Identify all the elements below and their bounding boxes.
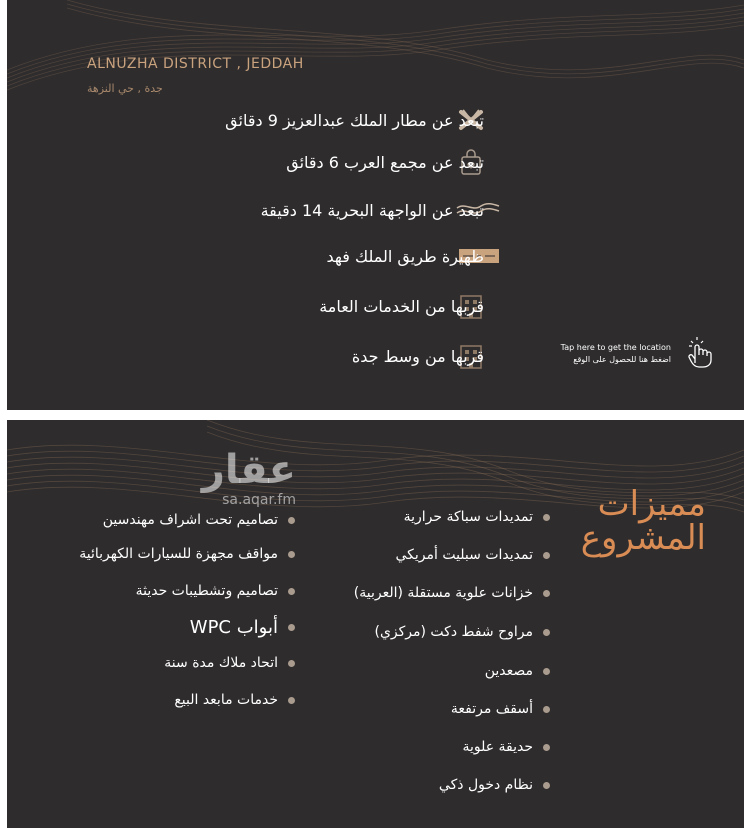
- location-item-label: قربها من وسط جدة: [351, 346, 484, 366]
- bullet-icon: [543, 744, 550, 751]
- location-item-public-services: [319, 290, 484, 322]
- location-item-city-center: [352, 340, 484, 372]
- bullet-icon: [543, 590, 550, 597]
- feature-item: خزانات علوية مستقلة (العربية): [354, 585, 550, 601]
- feature-item: مراوح شفط دكت (مركزي): [374, 624, 550, 640]
- watermark-ar: عقار: [201, 447, 296, 493]
- pointing-hand-icon: [681, 333, 717, 369]
- location-item-label: تبعد عن مجمع العرب 6 دقائق: [286, 152, 484, 172]
- bullet-icon: [543, 552, 550, 559]
- feature-item: حديقة علوية: [462, 739, 550, 755]
- feature-item: أسقف مرتفعة: [451, 701, 550, 717]
- location-item-label: ظهيرة طريق الملك فهد: [326, 246, 484, 266]
- feature-item: تمديدات سباكة حرارية: [404, 509, 550, 525]
- get-location-label-en: Tap here to get the location: [560, 343, 671, 352]
- feature-item: تصاميم تحت اشراف مهندسين: [103, 512, 295, 528]
- district-title-en: ALNUZHA DISTRICT , JEDDAH: [87, 56, 304, 72]
- location-item-label: قربها من الخدمات العامة: [319, 296, 484, 316]
- feature-item: مصعدين: [485, 663, 550, 679]
- bullet-icon: [543, 514, 550, 521]
- bullet-icon: [288, 660, 295, 667]
- feature-item: خدمات مابعد البيع: [174, 692, 295, 708]
- feature-item: مواقف مجهزة للسيارات الكهربائية: [79, 546, 295, 562]
- feature-item: تمديدات سبليت أمريكي: [395, 547, 550, 563]
- district-title-ar: جدة , حي النزهة: [87, 82, 163, 95]
- get-location-label-ar: اضغط هنا للحصول على الوقع: [573, 355, 671, 364]
- location-item-airport: [225, 104, 484, 136]
- location-item-label: تبعد عن مطار الملك عبدالعزيز 9 دقائق: [225, 110, 484, 130]
- bullet-icon: [543, 706, 550, 713]
- bullet-icon: [543, 629, 550, 636]
- watermark-en: sa.aqar.fm: [222, 492, 296, 508]
- aqar-watermark: [186, 448, 296, 508]
- bullet-icon: [543, 668, 550, 675]
- location-item-arab-mall: [286, 146, 484, 178]
- bullet-icon: [288, 551, 295, 558]
- location-panel: [7, 0, 744, 410]
- location-item-king-fahd-road: [326, 240, 484, 272]
- feature-item: اتحاد ملاك مدة سنة: [164, 655, 295, 671]
- features-title-line1: مميزات: [597, 484, 706, 524]
- location-item-label: تبعد عن الواجهة البحرية 14 دقيقة: [260, 200, 484, 220]
- bullet-icon: [543, 782, 550, 789]
- bullet-icon: [288, 697, 295, 704]
- bullet-icon: [288, 624, 295, 631]
- bullet-icon: [288, 517, 295, 524]
- feature-item: أبواب WPC: [190, 617, 295, 638]
- bullet-icon: [288, 588, 295, 595]
- get-location-button[interactable]: [547, 341, 717, 371]
- feature-item: تصاميم وتشطيبات حديثة: [136, 583, 295, 599]
- location-item-waterfront: [261, 194, 484, 226]
- feature-item: نظام دخول ذكي: [439, 777, 550, 793]
- features-title-line2: المشروع: [580, 518, 706, 558]
